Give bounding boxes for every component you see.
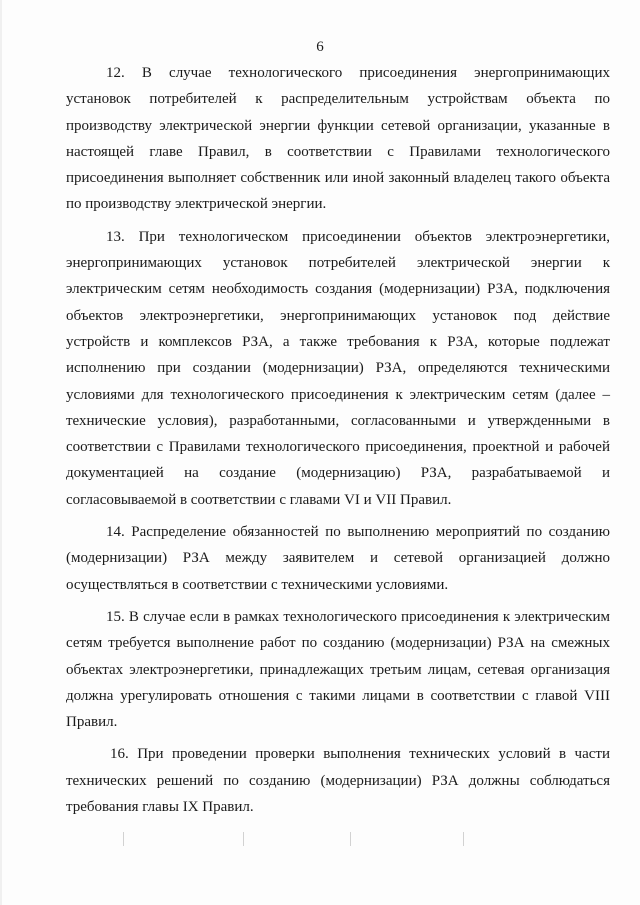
scan-artifact [123,832,124,846]
scan-artifact [243,832,244,846]
paragraph-13: 13. При технологическом присоединении объектов электроэнергетики, энергопринимающих установок потребителей электрической энергии к электрическим сетям необходимость создания (модернизации) РЗА, подключения объектов электроэнергетики, энергопринимающих установок под действие устройств и комплексов РЗА, а также требования к РЗА, которые подлежат исполнению при создании (модернизации) РЗА, определяются техническими условиями для технологического присоединения к электрическим сетям (далее – технические условия), разработанными, согласованными и утвержденными в соответствии с Правилами технологического присоединения, проектной и рабочей документацией на создание (модернизацию) РЗА, разрабатываемой и согласовываемой в соответствии с главами VI и VII Правил. [66,228,610,508]
scan-artifact [350,832,351,846]
document-body [66,60,610,826]
page-number: 6 [316,39,324,55]
paragraph-12: 12. В случае технологического присоединения энергопринимающих установок потребителей к распределительным устройствам объекта по производству электрической энергии функции сетевой организации, указанные в настоящей главе Правил, в соответствии с Правилами технологического присоединения выполняет собственник или иной законный владелец такого объекта по производству электрической энергии. [66,65,610,213]
paragraph-16: 16. При проведении проверки выполнения технических условий в части технических решений по созданию (модернизации) РЗА должны соблюдаться требования главы IX Правил. [66,746,610,816]
scan-edge [0,0,2,905]
paragraph-14: 14. Распределение обязанностей по выполнению мероприятий по созданию (модернизации) РЗА между заявителем и сетевой организацией должно осуществляться в соответствии с техническими условиями. [66,524,610,593]
paragraph-15: 15. В случае если в рамках технологического присоединения к электрическим сетям требуется выполнение работ по созданию (модернизации) РЗА на смежных объектах электроэнергетики, принадлежащих третьим лицам, сетевая организация должна урегулировать отношения с такими лицами в соответствии с главой VIII Правил. [66,608,610,731]
scan-artifact [463,832,464,846]
